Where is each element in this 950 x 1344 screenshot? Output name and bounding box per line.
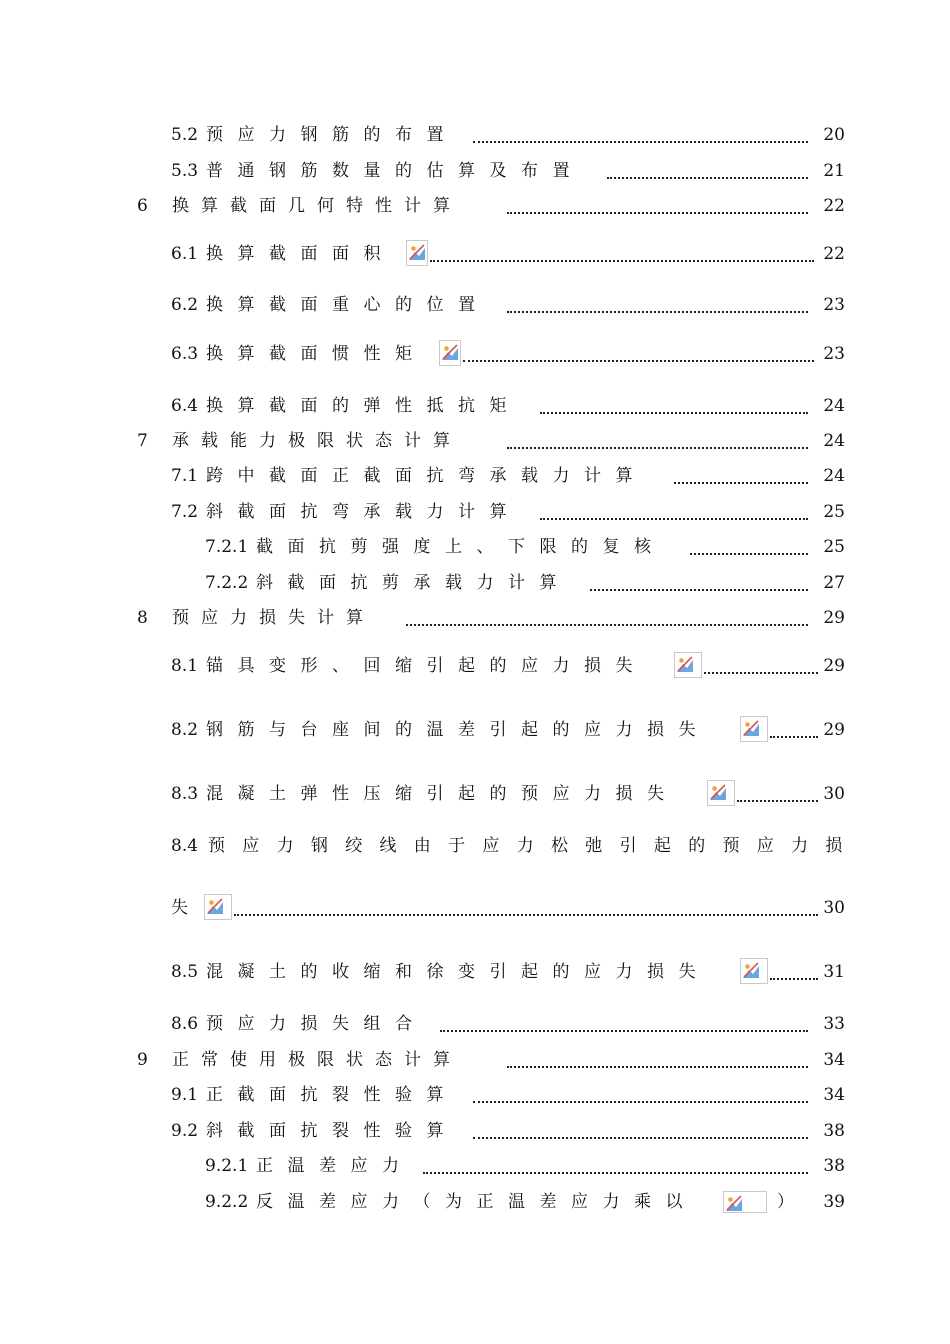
broken-image-icon: [674, 652, 702, 678]
dot-leader: [473, 141, 808, 143]
toc-number: 8.3: [171, 784, 199, 804]
toc-page-number: 24: [823, 466, 845, 486]
dot-leader: [507, 311, 808, 313]
toc-chapter-entry[interactable]: [0, 424, 950, 458]
dot-leader: [737, 800, 818, 802]
toc-title: 普通钢筋数量的估算及布置: [206, 161, 584, 181]
toc-page-number: 38: [823, 1156, 845, 1176]
toc-chapter-entry[interactable]: [0, 189, 950, 223]
toc-title: 预应力钢绞线由于应力松弛引起的预应力损: [208, 836, 860, 856]
toc-page-number: 20: [823, 125, 845, 145]
toc-chapter-entry[interactable]: [0, 601, 950, 635]
toc-title: 跨中截面正截面抗弯承载力计算: [206, 466, 647, 486]
toc-page-number: 29: [823, 656, 845, 676]
dot-leader: [423, 1172, 808, 1174]
toc-page-number: 25: [823, 537, 845, 557]
broken-image-icon: [740, 958, 768, 984]
dot-leader: [473, 1101, 808, 1103]
toc-title: 斜截面抗裂性验算: [206, 1121, 458, 1141]
toc-title: 斜截面抗剪承载力计算: [256, 573, 571, 593]
toc-title: 换算截面惯性矩: [206, 344, 427, 364]
toc-page-number: 22: [823, 244, 845, 264]
toc-title-continuation: 失: [171, 898, 203, 918]
toc-number: 6.4: [171, 396, 199, 416]
toc-page-number: 38: [823, 1121, 845, 1141]
toc-page-number: 24: [823, 431, 845, 451]
dot-leader: [590, 589, 808, 591]
toc-title: 换算截面几何特性计算: [172, 196, 462, 216]
toc-entry[interactable]: [0, 495, 950, 529]
toc-page-number: 23: [823, 295, 845, 315]
toc-entry[interactable]: [0, 777, 950, 811]
toc-title: 预应力损失组合: [206, 1014, 427, 1034]
toc-title: 钢筋与台座间的温差引起的应力损失: [206, 720, 710, 740]
toc-number: 8: [137, 608, 148, 628]
toc-number: 7.2.1: [205, 537, 249, 557]
dot-leader: [770, 736, 818, 738]
toc-number: 9.1: [171, 1085, 199, 1105]
toc-title: 换算截面重心的位置: [206, 295, 490, 315]
dot-leader: [540, 518, 808, 520]
toc-title: 预应力损失计算: [172, 608, 375, 628]
toc-page-number: 30: [823, 898, 845, 918]
broken-image-icon: [723, 1191, 767, 1213]
dot-leader: [507, 212, 808, 214]
broken-image-icon: [439, 340, 461, 366]
toc-entry[interactable]: [0, 337, 950, 371]
toc-title: 截面抗剪强度上、下限的复核: [256, 537, 666, 557]
toc-entry[interactable]: [0, 389, 950, 423]
broken-image-icon: [406, 240, 428, 266]
toc-number: 8.1: [171, 656, 199, 676]
toc-title: 正温差应力: [256, 1156, 414, 1176]
toc-page-number: 34: [823, 1085, 845, 1105]
toc-entry[interactable]: [0, 955, 950, 989]
toc-title: 斜截面抗弯承载力计算: [206, 502, 521, 522]
toc-page-number: 25: [823, 502, 845, 522]
toc-page-number: 34: [823, 1050, 845, 1070]
toc-page-number: 39: [823, 1192, 845, 1212]
toc-entry[interactable]: [0, 288, 950, 322]
toc-number: 8.5: [171, 962, 199, 982]
toc-chapter-entry[interactable]: [0, 1043, 950, 1077]
toc-entry[interactable]: [0, 829, 950, 863]
toc-entry[interactable]: [0, 1114, 950, 1148]
toc-entry[interactable]: [0, 237, 950, 271]
toc-page-number: 29: [823, 720, 845, 740]
toc-title: 正截面抗裂性验算: [206, 1085, 458, 1105]
toc-entry-continuation[interactable]: [0, 891, 950, 925]
toc-number: 6.1: [171, 244, 199, 264]
toc-number: 6.2: [171, 295, 199, 315]
toc-number: 9.2.1: [205, 1156, 249, 1176]
toc-number: 7.1: [171, 466, 199, 486]
toc-page-number: 31: [823, 962, 845, 982]
dot-leader: [507, 447, 808, 449]
dot-leader: [704, 672, 818, 674]
dot-leader: [690, 553, 808, 555]
dot-leader: [507, 1066, 808, 1068]
dot-leader: [430, 260, 814, 262]
toc-number: 8.6: [171, 1014, 199, 1034]
dot-leader: [540, 412, 808, 414]
toc-page-number: 29: [823, 608, 845, 628]
toc-title: 承载能力极限状态计算: [172, 431, 462, 451]
toc-number: 9: [137, 1050, 148, 1070]
toc-page-number: 24: [823, 396, 845, 416]
toc-page-number: 21: [823, 161, 845, 181]
toc-title: 反温差应力（为正温差应力乘以: [256, 1192, 697, 1212]
toc-entry[interactable]: [0, 1007, 950, 1041]
toc-page-number: 30: [823, 784, 845, 804]
toc-title: 混凝土弹性压缩引起的预应力损失: [206, 784, 679, 804]
toc-number: 7: [137, 431, 148, 451]
toc-title: 混凝土的收缩和徐变引起的应力损失: [206, 962, 710, 982]
dot-leader: [473, 1137, 808, 1139]
toc-title: 锚具变形、回缩引起的应力损失: [206, 656, 647, 676]
toc-entry[interactable]: [0, 118, 950, 152]
toc-entry[interactable]: [0, 649, 950, 683]
dot-leader: [440, 1030, 808, 1032]
toc-entry[interactable]: [0, 1078, 950, 1112]
toc-entry[interactable]: [0, 566, 950, 600]
dot-leader: [607, 177, 808, 179]
broken-image-icon: [707, 780, 735, 806]
toc-number: 8.2: [171, 720, 199, 740]
dot-leader: [406, 624, 808, 626]
toc-entry[interactable]: [0, 154, 950, 188]
toc-title: 换算截面的弹性抵抗矩: [206, 396, 521, 416]
toc-number: 6.3: [171, 344, 199, 364]
toc-number: 9.2.2: [205, 1192, 249, 1212]
dot-leader: [674, 482, 808, 484]
toc-number: 5.3: [171, 161, 199, 181]
toc-page-number: 22: [823, 196, 845, 216]
toc-entry[interactable]: [0, 530, 950, 564]
toc-page-number: 27: [823, 573, 845, 593]
toc-title-tail: ）: [777, 1192, 809, 1212]
toc-page-number: 23: [823, 344, 845, 364]
toc-entry[interactable]: [0, 459, 950, 493]
toc-number: 7.2: [171, 502, 199, 522]
toc-number: 7.2.2: [205, 573, 249, 593]
toc-number: 8.4: [171, 836, 199, 856]
toc-entry[interactable]: [0, 1185, 950, 1219]
broken-image-icon: [740, 716, 768, 742]
toc-entry[interactable]: [0, 1149, 950, 1183]
toc-page-number: 33: [823, 1014, 845, 1034]
dot-leader: [463, 360, 814, 362]
toc-number: 5.2: [171, 125, 199, 145]
toc-title: 预应力钢筋的布置: [206, 125, 458, 145]
dot-leader: [234, 914, 818, 916]
broken-image-icon: [204, 894, 232, 920]
toc-number: 6: [137, 196, 148, 216]
dot-leader: [770, 978, 818, 980]
toc-title: 正常使用极限状态计算: [172, 1050, 462, 1070]
toc-entry[interactable]: [0, 713, 950, 747]
toc-title: 换算截面面积: [206, 244, 395, 264]
toc-number: 9.2: [171, 1121, 199, 1141]
